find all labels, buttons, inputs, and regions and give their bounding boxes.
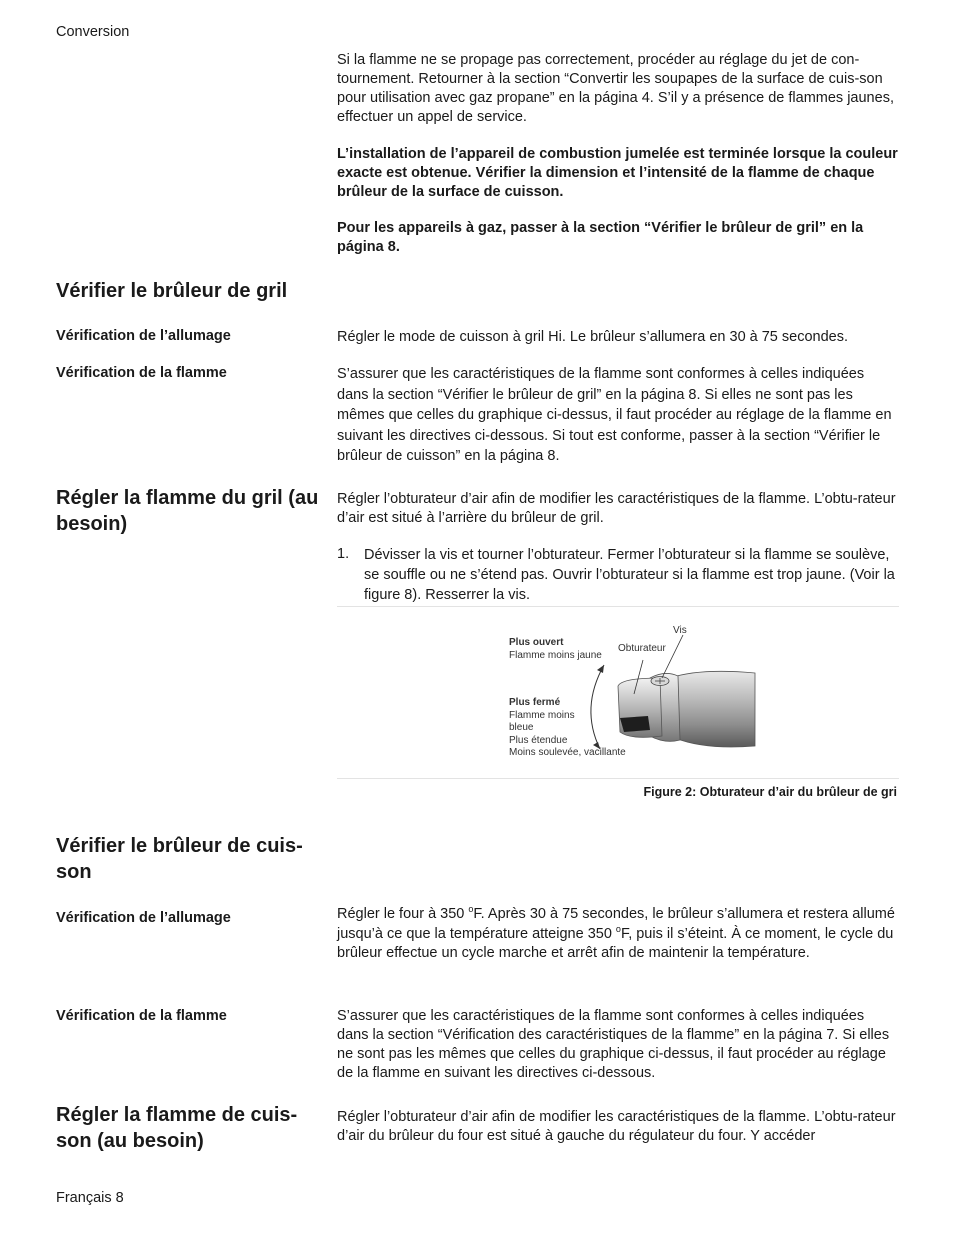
gril-ignition-text: Régler le mode de cuisson à gril Hi. Le brûleur s’allumera en 30 à 75 secondes. — [337, 329, 849, 345]
label-open-desc: Flamme moins jaune — [509, 649, 602, 661]
intro-gas-paragraph: Pour les appareils à gaz, passer à la section “Vérifier le brûleur de gril” en la página 8. — [337, 220, 864, 255]
adjust-cuisson-heading: Régler la flamme de cuis-son (au besoin) — [56, 1104, 298, 1152]
gril-heading: Vérifier le brûleur de gril — [56, 280, 288, 302]
figure-caption: Figure 2: Obturateur d’air du brûleur de gri — [643, 785, 897, 799]
label-closed-title: Plus fermé — [509, 697, 561, 708]
cuisson-flame-text: S’assurer que les caractéristiques de la flamme sont conformes à celles indiquées dans la section “Vérification des caractéristiques de la flamme” en la página 7. Si elles ne sont pas les mêmes que celles du graphique ci-dessus, il faut procéder au réglage de la flamme en suivant les directives ci-dessous. — [337, 1008, 890, 1081]
cuisson-flame-label: Vérification de la flamme — [56, 1008, 227, 1024]
adjust-cuisson-text: Régler l’obturateur d’air afin de modifier les caractéristiques de la flamme. L’obtu-rateur d’air du brûleur du four est situé à gauche du régulateur du four. Y accéder — [337, 1109, 896, 1144]
intro-paragraph: Si la flamme ne se propage pas correctement, procéder au réglage du jet de con-tournement. Retourner à la section “Convertir les soupapes de la surface de cuis-son pour utilisation avec gaz propane” en la página 4. S’il y a présence de flammes jaunes, effectuer un appel de service. — [337, 52, 894, 125]
step-number: 1. — [337, 546, 350, 562]
gril-flame-label: Vérification de la flamme — [56, 365, 227, 381]
cuisson-heading: Vérifier le brûleur de cuis-son — [56, 835, 303, 883]
gril-ignition-label: Vérification de l’allumage — [56, 328, 231, 344]
label-closed — [509, 697, 626, 760]
label-closed-line4: Moins soulevée, vacillante — [509, 747, 626, 758]
screw-leader — [662, 635, 683, 678]
cuisson-ignition-label: Vérification de l’allumage — [56, 910, 231, 926]
label-open-title: Plus ouvert — [509, 637, 564, 648]
gril-flame-text: S’assurer que les caractéristiques de la flamme sont conformes à celles indiquées dans la section “Vérifier le brûleur de gril” en la página 8. Si elles ne sont pas les mêmes que celles du graphique ci-dessus, il faut procéder au réglage de la flamme en suivant les directives ci-dessous. Si tout est conforme, passer à la section “Vérifier le brûleur de cuisson” en la página 8. — [337, 366, 892, 464]
label-obturateur: Obturateur — [618, 643, 666, 654]
label-closed-line3: Plus étendue — [509, 734, 568, 746]
intro-bold-paragraph: L’installation de l’appareil de combustion jumelée est terminée lorsque la couleur exacte est obtenue. Vérifier la dimension et l’intensité de la flamme de chaque brûleur de la surface de cuisson. — [337, 146, 898, 200]
footer-page-number: Français 8 — [56, 1190, 124, 1206]
figure-top-rule — [337, 606, 899, 607]
step-text: Dévisser la vis et tourner l’obturateur. Fermer l’obturateur si la flamme se soulève, se souffle ou ne s’étend pas. Ouvrir l’obturateur si la flamme est trop jaune. (Voir la figure 8). Resserrer la vis. — [364, 547, 895, 603]
burner-tube — [670, 671, 755, 747]
label-open — [509, 637, 602, 662]
adjust-gril-text: Régler l’obturateur d’air afin de modifier les caractéristiques de la flamme. L’obtu-rateur d’air est situé à l’arrière du brûleur de gril. — [337, 491, 896, 526]
air-shutter-figure — [500, 618, 770, 768]
adjust-gril-heading: Régler la flamme du gril (au besoin) — [56, 487, 319, 535]
header-section-title: Conversion — [56, 24, 130, 40]
label-closed-line1: Flamme moins — [509, 709, 575, 721]
cuisson-ignition-text: Régler le four à 350 $^o$F. Après 30 à 75 secondes, le brûleur s’allumera et restera allumé jusqu’à ce que la température atteigne 350 $^o$F, puis il s’éteint. À ce moment, le cycle du brûleur effectue un cycle marche et arrêt afin de maintenir la température. — [337, 904, 895, 961]
label-closed-line2: bleue — [509, 722, 534, 733]
figure-bottom-rule — [337, 778, 899, 779]
label-vis: Vis — [673, 625, 687, 636]
